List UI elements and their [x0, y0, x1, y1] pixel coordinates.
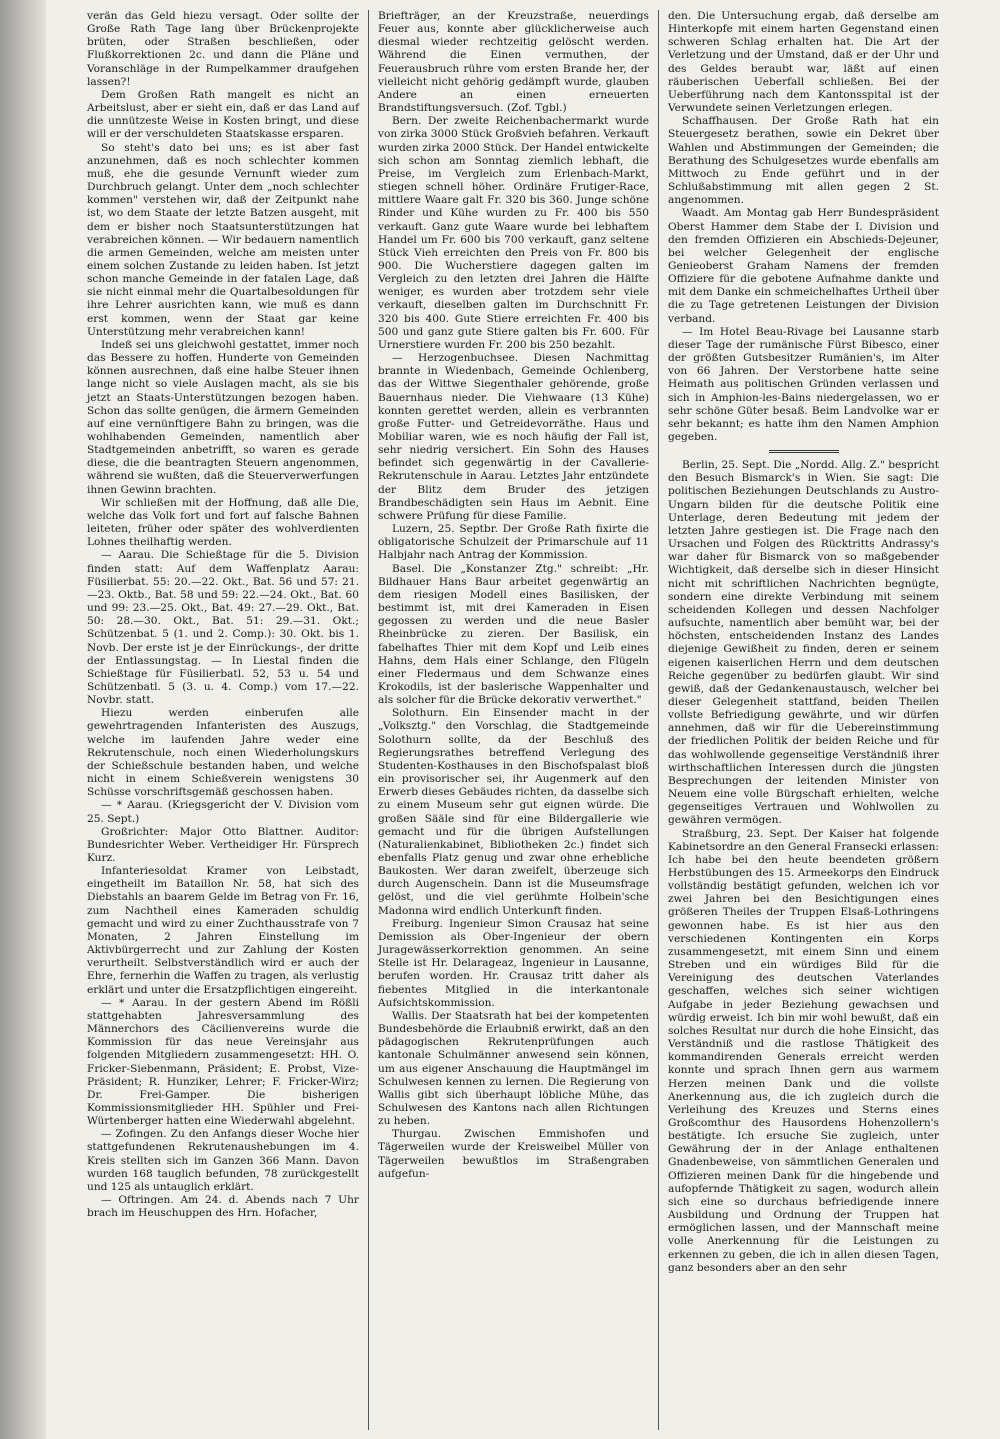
column-container: [78, 10, 966, 1430]
paragraph: Wallis. Der Staatsrath hat bei der kompetenten Bundesbehörde die Erlaubniß erwirkt, daß an den pädagogischen Rekrutenprüfungen auch kantonale Schulmänner anwesend sein können, um aus eigener Anschauung die Hauptmängel im Schulwesen kennen zu lernen. Die Regierung von Wallis gibt sich überhaupt löbliche Mühe, das Schulwesen des Kantons nach allen Richtungen zu heben.: [378, 1009, 649, 1128]
paragraph: Hiezu werden einberufen alle gewehrtragenden Infanteristen des Auszugs, welche im laufenden Jahre weder eine Rekrutenschule, noch einen Wiederholungskurs der Schießschule bestanden haben, und welche nicht in einem Schießverein wenigstens 30 Schüsse vorschriftsgemäß geschossen haben.: [87, 707, 359, 799]
paragraph: — Oftringen. Am 24. d. Abends nach 7 Uhr brach im Heuschuppen des Hrn. Hofacher,: [87, 1194, 359, 1220]
column-left: [78, 10, 368, 1430]
paragraph: Dem Großen Rath mangelt es nicht an Arbeitslust, aber er sieht ein, daß er das Land auf die unnützeste Weise in Kosten bringt, und diese will er der verschuldeten Staatskasse ersparen.: [87, 88, 359, 141]
paragraph: — Aarau. Die Schießtage für die 5. Division finden statt: Auf dem Waffenplatz Aarau: Füsilierbat. 55: 20.—22. Okt., Bat. 56 und 57: 21.—23. Oktb., Bat. 58 und 59: 22.—24. Okt., Bat. 60 und 99: 23.—25. Okt., Bat. 49: 27.—29. Okt., Bat. 50: 28.—30. Okt., Bat. 51: 29.—31. Okt.; Schützenbat. 5 (1. und 2. Comp.): 30. Okt. bis 1. Novb. Der erste ist je der Einrückungs-, der dritte der Entlassungstag. — In Liestal finden die Schießtage für Füsilierbatl. 52, 53 u. 54 und Schützenbatl. 5 (3. u. 4. Comp.) vom 17.—22. Novbr. statt.: [87, 549, 359, 707]
paragraph: So steht's dato bei uns; es ist aber fast anzunehmen, daß es noch schlechter kommen muß, ehe die gesunde Vernunft wieder zum Durchbruch gelangt. Unter dem „noch schlechter kommen" verstehen wir, daß der Zeitpunkt nahe ist, wo dem Staate der letzte Batzen ausgeht, mit dem er bisher noch Staatsunterstützungen hat verabreichen können. — Wir bedauern namentlich die armen Gemeinden, welche am meisten unter einem solchen Zustande zu leiden haben. Ist jetzt schon manche Gemeinde in der fatalen Lage, daß sie nicht einmal mehr die Quartalbesoldungen für ihre Lehrer ausrichten kann, wie muß es dann erst kommen, wenn der Staat gar keine Unterstützung mehr verabreichen kann!: [87, 141, 359, 338]
paragraph: Berlin, 25. Sept. Die „Nordd. Allg. Z." bespricht den Besuch Bismarck's in Wien. Sie sagt: Die politischen Beziehungen Deutschlands zu Austro-Ungarn bilden für die deutsche Politik eine Unterlage, deren Bedeutung mit jedem der letzten Jahre gestiegen ist. Die Frage nach den Ursachen und Folgen des Rücktritts Andrassy's war daher für Bismarck von so maßgebender Wichtigkeit, daß derselbe sich in dieser Hinsicht nicht mit schriftlichen Nachrichten begnügte, sondern eine direkte Verbindung mit seinem scheidenden Kollegen und dessen Nachfolger aufsuchte, namentlich aber bemüht war, bei der höchsten, entscheidenden Instanz des Landes diejenige Gewißheit zu finden, deren er seinem eigenen kaiserlichen Herrn und dem deutschen Reiche gegenüber zu bedürfen glaubt. Wir sind gewiß, daß der Gedankenaustausch, welcher bei dieser Gelegenheit stattfand, beiden Theilen vollste Befriedigung gewährte, und wir dürfen annehmen, daß wir für die Uebereinstimmung der friedlichen Politik der beiden Reiche und für das wohlwollende gegenseitige Verständniß ihrer wirthschaftlichen Interessen durch die jüngsten Besprechungen der leitenden Minister von Neuem eine volle Bürgschaft erhielten, welche gegenseitiges Vertrauen und Wohlwollen zu gewähren vermögen.: [668, 459, 939, 827]
paragraph: — Herzogenbuchsee. Diesen Nachmittag brannte in Wiedenbach, Gemeinde Ochlenberg, das der Wittwe Siegenthaler gehörende, große Bauernhaus nieder. Die Viehwaare (13 Kühe) konnten gerettet werden, allein es verbrannten große Futter- und Getreidevorräthe. Haus und Mobiliar waren, wie es noch häufig der Fall ist, sehr niedrig versichert. Ein Sohn des Hauses befindet sich gegenwärtig in der Cavallerie-Rekrutenschule in Aarau. Letztes Jahr entzündete der Blitz dem Bruder des jetzigen Brandbeschädigten sein Haus im Aebnit. Eine schwere Prüfung für diese Familie.: [378, 352, 649, 522]
paragraph: Bern. Der zweite Reichenbachermarkt wurde von zirka 3000 Stück Großvieh befahren. Verkauft wurden zirka 2000 Stück. Der Handel entwickelte sich schon am Sonntag ziemlich lebhaft, die Preise, im Vergleich zum Erlenbach-Markt, stiegen schnell höher. Ordinäre Frutiger-Race, mittlere Waare galt Fr. 320 bis 360. Junge schöne Rinder und Kühe wurden zu Fr. 400 bis 550 verkauft. Ganz gute Waare wurde bei lebhaftem Handel um Fr. 600 bis 700 verkauft, ganz seltene Stück Vieh erreichten den Preis von Fr. 800 bis 900. Die Wucherstiere dagegen galten im Vergleich zu den letzten drei Jahren die Hälfte weniger, es wurden aber trotzdem sehr viele verkauft, dieselben galten im Durchschnitt Fr. 320 bis 400. Gute Stiere erreichten Fr. 400 bis 500 und ganz gute Stiere galten bis Fr. 600. Für Urnerstiere wurden Fr. 200 bis 250 bezahlt.: [378, 115, 649, 351]
paragraph: — * Aarau. (Kriegsgericht der V. Division vom 25. Sept.): [87, 799, 359, 825]
paragraph: — Im Hotel Beau-Rivage bei Lausanne starb dieser Tage der rumänische Fürst Bibesco, einer der größten Gutsbesitzer Rumänien's, im Alter von 66 Jahren. Der Verstorbene hatte seine Heimath aus politischen Gründen verlassen und sich in Amphion-les-Bains niedergelassen, wo er sehr schöne Güter besaß. Beim Landvolke war er sehr bekannt; es hatte ihm den Namen Amphion gegeben.: [668, 325, 939, 443]
paragraph: — * Aarau. In der gestern Abend im Rößli stattgehabten Jahresversammlung des Männerchors des Cäcilienvereins wurde die Kommission für das neue Vereinsjahr aus folgenden Mitgliedern zusammengesetzt: HH. O. Fricker-Siebenmann, Präsident; E. Probst, Vize-Präsident; R. Hunziker, Lehrer; F. Fricker-Wirz; Dr. Frei-Gamper. Die bisherigen Kommissionsmitglieder HH. Spühler und Frei-Würtenberger hatten eine Wiederwahl abgelehnt.: [87, 996, 359, 1128]
paragraph: Wir schließen mit der Hoffnung, daß alle Die, welche das Volk fort und fort auf falsche Bahnen leiteten, früher oder später des wohlverdienten Lohnes theilhaftig werden.: [87, 496, 359, 549]
paragraph: Straßburg, 23. Sept. Der Kaiser hat folgende Kabinetsordre an den General Fransecki erlassen: Ich habe bei den heute beendeten größern Herbstübungen des 15. Armeekorps den Eindruck vollständig bestätigt gefunden, welchen ich vor zwei Jahren bei den Besichtigungen eines größeren Theiles der Truppen Elsaß-Lothringens gewonnen habe. Es ist hier aus den verschiedenen Kontingenten ein Korps zusammengesetzt, mit einem Sinn und einem Streben und ein würdiges Bild für die Vereinigung des deutschen Vaterlandes geschaffen, welches sich seiner wichtigen Aufgabe in jeder Beziehung gewachsen und würdig erweist. Ich bin mir wohl bewußt, daß ein solches Resultat nur durch die hohe Einsicht, das Verständniß und die rastlose Thätigkeit des kommandirenden Generals erreicht werden konnte und sprach Ihnen gern aus warmem Herzen meinen Dank und die vollste Anerkennung aus, die ich zugleich durch die Verleihung des Kreuzes und Sterns eines Großcomthur des Hausordens Hohenzollern's bestätigte. Ich ersuche Sie zugleich, unter Gewährung der in der Anlage enthaltenen Gnadenbeweise, von sämmtlichen Generalen und Offizieren meinen Dank für die hingebende und aufopfernde Thätigkeit zu sagen, wodurch allein sich eine so durchaus befriedigende innere Ausbildung und Ordnung der Truppen hat ermöglichen lassen, und der Mannschaft meine volle Anerkennung für die Leistungen zu erkennen zu geben, die ich in allen diesen Tagen, ganz besonders aber an den sehr: [668, 827, 939, 1274]
paragraph: Schaffhausen. Der Große Rath hat ein Steuergesetz berathen, sowie ein Dekret über Wahlen und Abstimmungen der Gemeinden; die Berathung des Schulgesetzes wurde ebenfalls am Mittwoch zu Ende geführt und in der Schlußabstimmung mit allen gegen 2 St. angenommen.: [668, 115, 939, 207]
paragraph: Solothurn. Ein Einsender macht in der „Volksztg." den Vorschlag, die Stadtgemeinde Solothurn sollte, da der Beschluß des Regierungsrathes betreffend Verlegung des Studenten-Kosthauses in den Bischofspalast bloß ein provisorischer sei, ihr Augenmerk auf den Erwerb dieses Gebäudes richten, da dasselbe sich zu einem Museum sehr gut eignen würde. Die großen Sääle sind für eine Bildergallerie wie gemacht und für die übrigen Aufstellungen (Naturalienkabinet, Bibliotheken 2c.) findet sich ebenfalls Platz genug und zwar ohne erhebliche Baukosten. Wer daran zweifelt, überzeuge sich durch Augenschein. Dann ist die Museumsfrage gelöst, und die viel gerühmte Holbein'sche Madonna wird endlich Unterkunft finden.: [378, 707, 649, 917]
paragraph: Thurgau. Zwischen Emmishofen und Tägerweilen wurde der Kreisweibel Müller von Tägerweilen bewußtlos im Straßengraben aufgefun-: [378, 1128, 649, 1180]
paragraph: Großrichter: Major Otto Blattner. Auditor: Bundesrichter Weber. Vertheidiger Hr. Fürsprech Kurz.: [87, 825, 359, 864]
paragraph: Briefträger, an der Kreuzstraße, neuerdings Feuer aus, konnte aber glücklicherweise auch diesmal wieder rechtzeitig gelöscht werden. Während die Einen vermuthen, der Feuerausbruch rühre vom ersten Brande her, der vielleicht nicht gehörig gedämpft wurde, glauben Andere an einen erneuerten Brandstiftungsversuch. (Zof. Tgbl.): [378, 10, 649, 115]
section-divider: [769, 450, 839, 453]
paragraph: Freiburg. Ingenieur Simon Crausaz hat seine Demission als Ober-Ingenieur der obern Juragewässerkorrektion genommen. An seine Stelle ist Hr. Delarageaz, Ingenieur in Lausanne, berufen worden. Hr. Crausaz tritt daher als fiebentes Mitglied in die interkantonale Aufsichtskommission.: [378, 917, 649, 1009]
column-middle: [368, 10, 658, 1430]
paragraph: den. Die Untersuchung ergab, daß derselbe am Hinterkopfe mit einem harten Gegenstand einen schweren Schlag erhalten hat. Die Art der Verletzung und der Umstand, daß er der Uhr und des Geldes beraubt war, läßt auf einen räuberischen Ueberfall schließen. Bei der Ueberführung nach dem Kantonsspital ist der Verwundete seinen Verletzungen erlegen.: [668, 10, 939, 115]
paragraph: Luzern, 25. Septbr. Der Große Rath fixirte die obligatorische Schulzeit der Primarschule auf 11 Halbjahr nach Antrag der Kommission.: [378, 523, 649, 562]
column-right: [658, 10, 948, 1430]
paragraph: — Zofingen. Zu den Anfangs dieser Woche hier stattgefundenen Rekrutenaushebungen im 4. Kreis stellten sich im Ganzen 366 Mann. Davon wurden 168 tauglich befunden, 78 zurückgestellt und 125 als untauglich erklärt.: [87, 1128, 359, 1193]
paragraph: Indeß sei uns gleichwohl gestattet, immer noch das Bessere zu hoffen. Hunderte von Gemeinden können ausrechnen, daß eine halbe Steuer ihnen lange nicht so viele Auslagen macht, als sie bis jetzt an Staats-Unterstützungen bezogen haben. Schon das sollte genügen, die ärmern Gemeinden auf eine vernünftigere Bahn zu bringen, was die wohlhabenden Gemeinden, namentlich aber Stadtgemeinden anbetrifft, so waren es gerade diese, die die beantragten Steuern angenommen, während sie wußten, daß die Steuerverwerfungen ihnen Gewinn brachten.: [87, 338, 359, 496]
paragraph: Waadt. Am Montag gab Herr Bundespräsident Oberst Hammer dem Stabe der I. Division und den fremden Offizieren ein Abschieds-Dejeuner, bei welcher Gelegenheit der englische Genieoberst Graham Namens der fremden Offiziere für die gebotene Aufnahme dankte und mit dem Danke ein schmeichelhaftes Urtheil über die zu Tage getretenen Leistungen der Division verband.: [668, 207, 939, 325]
paragraph: verän das Geld hiezu versagt. Oder sollte der Große Rath Tage lang über Brückenprojekte brüten, oder Straßen beschließen, oder Flußkorrektionen 2c. und dann die Pläne und Voranschläge in der Rumpelkammer draufgehen lassen?!: [87, 10, 359, 88]
paragraph: Infanteriesoldat Kramer von Leibstadt, eingetheilt im Bataillon Nr. 58, hat sich des Diebstahls an baarem Gelde im Betrag von Fr. 16, zum Nachtheil eines Kameraden schuldig gemacht und wird zu einer Zuchthausstrafe von 7 Monaten, 2 Jahren Einstellung im Aktivbürgerrecht und zur Zahlung der Kosten verurtheilt. Selbstverständlich wird er auch der Ehre, fernerhin die Waffen zu tragen, als verlustig erklärt und unter die Ersatzpflichtigen eingereiht.: [87, 865, 359, 996]
paragraph: Basel. Die „Konstanzer Ztg." schreibt: „Hr. Bildhauer Hans Baur arbeitet gegenwärtig an dem riesigen Modell eines Basilisken, der bestimmt ist, mit drei Kameraden in Eisen gegossen zu werden und die neue Basler Rheinbrücke zu zieren. Der Basilisk, ein fabelhaftes Thier mit dem Kopf und Leib eines Hahns, dem Hals einer Schlange, den Flügeln einer Fledermaus und dem Schwanze eines Krokodils, ist der baslerische Wappenhalter und als solcher für die Brücke dekorativ verwerthet.": [378, 562, 649, 707]
